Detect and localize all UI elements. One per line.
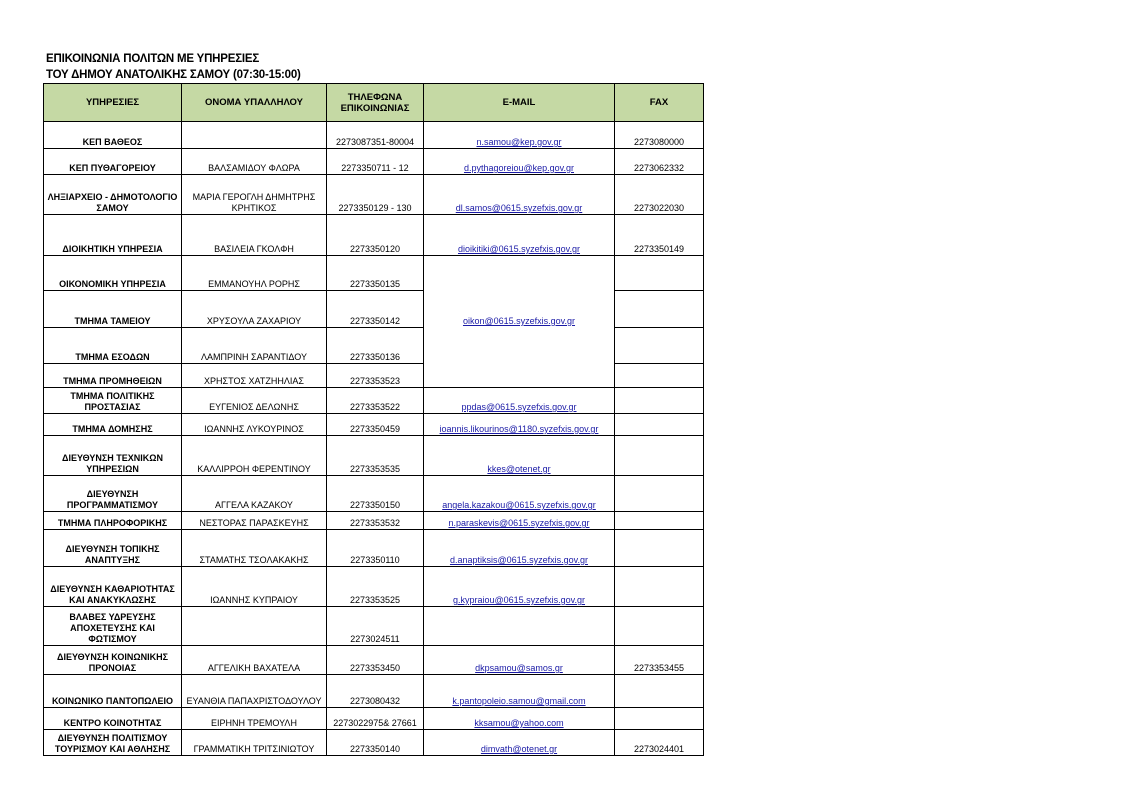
employee-cell: ΙΩΑΝΝΗΣ ΛΥΚΟΥΡΙΝΟΣ [182,414,327,436]
header-email: E-MAIL [424,84,615,122]
email-cell [424,512,615,530]
service-cell: ΔΙΕΥΘΥΝΣΗ ΠΡΟΓΡΑΜΜΑΤΙΣΜΟΥ [44,476,182,512]
fax-cell [615,476,704,512]
fax-cell [615,708,704,730]
phone-cell: 2273350142 [327,291,424,328]
header-phone [327,84,424,122]
employee-cell: ΛΑΜΠΡΙΝΗ ΣΑΡΑΝΤΙΔΟΥ [182,328,327,364]
phone-cell: 2273353535 [327,436,424,476]
contacts-table [43,83,704,756]
email-cell [424,675,615,708]
fax-cell [615,414,704,436]
phone-cell: 2273350140 [327,730,424,756]
table-row [44,175,704,215]
header-phone-line-2: ΕΠΙΚΟΙΝΩΝΙΑΣ [340,102,410,114]
employee-cell: ΕΥΓΕΝΙΟΣ ΔΕΛΩΝΗΣ [182,388,327,414]
fax-cell [615,607,704,646]
document-title-line-2: ΤΟΥ ΔΗΜΟΥ ΑΝΑΤΟΛΙΚΗΣ ΣΑΜΟΥ (07:30-15:00) [46,69,301,81]
fax-cell [615,388,704,414]
phone-cell: 2273350711 - 12 [327,149,424,175]
email-link[interactable]: n.samou@kep.gov.gr [476,137,562,147]
employee-cell [182,122,327,149]
table-row [44,730,704,756]
email-link[interactable]: ioannis.likourinos@1180.syzefxis.gov.gr [439,424,599,434]
fax-cell [615,436,704,476]
employee-cell: ΕΥΑΝΘΙΑ ΠΑΠΑΧΡΙΣΤΟΔΟΥΛΟΥ [182,675,327,708]
fax-cell: 2273062332 [615,149,704,175]
table-row [44,388,704,414]
email-link[interactable]: dimvath@otenet.gr [480,744,558,754]
email-link[interactable]: kkes@otenet.gr [487,464,551,474]
table-row [44,708,704,730]
email-cell [424,708,615,730]
service-cell: ΚΕΝΤΡΟ ΚΟΙΝΟΤΗΤΑΣ [44,708,182,730]
service-cell: ΔΙΕΥΘΥΝΣΗ ΠΟΛΙΤΙΣΜΟΥ ΤΟΥΡΙΣΜΟΥ ΚΑΙ ΑΘΛΗΣΗΣ [44,730,182,756]
email-link[interactable]: dl.samos@0615.syzefxis.gov.gr [455,203,583,213]
service-cell: ΔΙΕΥΘΥΝΣΗ ΚΟΙΝΩΝΙΚΗΣ ΠΡΟΝΟΙΑΣ [44,646,182,675]
phone-cell: 2273080432 [327,675,424,708]
service-cell: ΚΟΙΝΩΝΙΚΟ ΠΑΝΤΟΠΩΛΕΙΟ [44,675,182,708]
phone-cell: 2273353522 [327,388,424,414]
service-cell: ΤΜΗΜΑ ΠΛΗΡΟΦΟΡΙΚΗΣ [44,512,182,530]
table-row [44,567,704,607]
service-cell: ΔΙΕΥΘΥΝΣΗ ΤΟΠΙΚΗΣ ΑΝΑΠΤΥΞΗΣ [44,530,182,567]
fax-cell: 2273353455 [615,646,704,675]
service-cell: ΟΙΚΟΝΟΜΙΚΗ ΥΠΗΡΕΣΙΑ [44,256,182,291]
employee-cell [182,607,327,646]
email-link[interactable]: d.pythagoreiou@kep.gov.gr [463,163,575,173]
email-link[interactable]: dioikitiki@0615.syzefxis.gov.gr [457,244,581,254]
table-row [44,646,704,675]
employee-cell: ΣΤΑΜΑΤΗΣ ΤΣΟΛΑΚΑΚΗΣ [182,530,327,567]
phone-cell: 2273350120 [327,215,424,256]
phone-cell: 2273350135 [327,256,424,291]
email-link[interactable]: angela.kazakou@0615.syzefxis.gov.gr [442,500,596,510]
service-cell: ΔΙΕΥΘΥΝΣΗ ΤΕΧΝΙΚΩΝ ΥΠΗΡΕΣΙΩΝ [44,436,182,476]
employee-cell: ΑΓΓΕΛΑ ΚΑΖΑΚΟΥ [182,476,327,512]
table-row [44,414,704,436]
header-employee: ΟΝΟΜΑ ΥΠΑΛΛΗΛΟΥ [182,84,327,122]
email-link[interactable]: k.pantopoleio.samou@gmail.com [452,696,586,706]
fax-cell: 2273024401 [615,730,704,756]
email-cell [424,476,615,512]
email-cell [424,122,615,149]
email-cell [424,175,615,215]
email-link[interactable]: g.kypraiou@0615.syzefxis.gov.gr [452,595,586,605]
table-header-row [44,84,704,122]
employee-cell: ΒΑΣΙΛΕΙΑ ΓΚΟΛΦΗ [182,215,327,256]
phone-cell: 2273350150 [327,476,424,512]
phone-cell: 2273350110 [327,530,424,567]
email-cell [424,646,615,675]
table-row [44,675,704,708]
phone-cell: 2273022975& 27661 [327,708,424,730]
employee-cell: ΙΩΑΝΝΗΣ ΚΥΠΡΑΙΟΥ [182,567,327,607]
phone-cell: 2273350136 [327,328,424,364]
table-row [44,149,704,175]
fax-cell: 2273350149 [615,215,704,256]
email-cell [424,436,615,476]
service-cell: ΛΗΞΙΑΡΧΕΙΟ - ΔΗΜΟΤΟΛΟΓΙΟ ΣΑΜΟΥ [44,175,182,215]
phone-cell: 2273350459 [327,414,424,436]
email-cell [424,414,615,436]
table-row [44,122,704,149]
document-title-line-1: ΕΠΙΚΟΙΝΩΝΙΑ ΠΟΛΙΤΩΝ ΜΕ ΥΠΗΡΕΣΙΕΣ [46,53,260,65]
phone-cell: 2273353525 [327,567,424,607]
email-cell [424,730,615,756]
email-cell [424,567,615,607]
header-service: ΥΠΗΡΕΣΙΕΣ [44,84,182,122]
fax-cell [615,328,704,364]
phone-cell: 2273353523 [327,364,424,388]
service-cell: ΔΙΕΥΘΥΝΣΗ ΚΑΘΑΡΙΟΤΗΤΑΣ ΚΑΙ ΑΝΑΚΥΚΛΩΣΗΣ [44,567,182,607]
table-row [44,476,704,512]
email-cell [424,530,615,567]
table-row [44,512,704,530]
email-link[interactable]: n.paraskevis@0615.syzefxis.gov.gr [448,518,590,528]
phone-cell: 2273353532 [327,512,424,530]
service-cell: ΤΜΗΜΑ ΠΟΛΙΤΙΚΗΣ ΠΡΟΣΤΑΣΙΑΣ [44,388,182,414]
fax-cell [615,256,704,291]
service-cell: ΤΜΗΜΑ ΔΟΜΗΣΗΣ [44,414,182,436]
email-link[interactable]: d.anaptiksis@0615.syzefxis.gov.gr [449,555,589,565]
employee-cell: ΜΑΡΙΑ ΓΕΡΟΓΛΗ ΔΗΜΗΤΡΗΣ ΚΡΗΤΙΚΟΣ [182,175,327,215]
service-cell: ΚΕΠ ΠΥΘΑΓΟΡΕΙΟΥ [44,149,182,175]
employee-cell: ΚΑΛΛΙΡΡΟΗ ΦΕΡΕΝΤΙΝΟΥ [182,436,327,476]
fax-cell [615,530,704,567]
fax-cell [615,364,704,388]
table-row [44,530,704,567]
fax-cell [615,291,704,328]
fax-cell: 2273022030 [615,175,704,215]
email-cell [424,149,615,175]
header-phone-line-1: ΤΗΛΕΦΩΝΑ [347,91,403,103]
email-cell [424,388,615,414]
table-row [44,436,704,476]
employee-cell: ΝΕΣΤΟΡΑΣ ΠΑΡΑΣΚΕΥΗΣ [182,512,327,530]
employee-cell: ΧΡΗΣΤΟΣ ΧΑΤΖΗΗΛΙΑΣ [182,364,327,388]
service-cell: ΒΛΑΒΕΣ ΥΔΡΕΥΣΗΣ ΑΠΟΧΕΤΕΥΣΗΣ ΚΑΙ ΦΩΤΙΣΜΟΥ [44,607,182,646]
email-link[interactable]: kksamou@yahoo.com [474,718,564,728]
email-link[interactable]: ppdas@0615.syzefxis.gov.gr [461,402,577,412]
header-fax: FAX [615,84,704,122]
fax-cell [615,567,704,607]
service-cell: ΚΕΠ ΒΑΘΕΟΣ [44,122,182,149]
service-cell: ΤΜΗΜΑ ΤΑΜΕΙΟΥ [44,291,182,328]
employee-cell: ΕΜΜΑΝΟΥΗΛ ΡΟΡΗΣ [182,256,327,291]
fax-cell: 2273080000 [615,122,704,149]
employee-cell: ΒΑΛΣΑΜΙΔΟΥ ΦΛΩΡΑ [182,149,327,175]
phone-cell: 2273350129 - 130 [327,175,424,215]
service-cell: ΤΜΗΜΑ ΠΡΟΜΗΘΕΙΩΝ [44,364,182,388]
table-row [44,215,704,256]
table-row [44,607,704,646]
employee-cell: ΓΡΑΜΜΑΤΙΚΗ ΤΡΙΤΣΙΝΙΩΤΟΥ [182,730,327,756]
email-link[interactable]: dkpsamou@samos.gr [475,663,563,673]
email-cell [424,607,615,646]
email-cell-merged [424,256,615,388]
fax-cell [615,675,704,708]
phone-cell: 2273024511 [327,607,424,646]
email-cell [424,215,615,256]
employee-cell: ΕΙΡΗΝΗ ΤΡΕΜΟΥΛΗ [182,708,327,730]
fax-cell [615,512,704,530]
employee-cell: ΧΡΥΣΟΥΛΑ ΖΑΧΑΡΙΟΥ [182,291,327,328]
service-cell: ΔΙΟΙΚΗΤΙΚΗ ΥΠΗΡΕΣΙΑ [44,215,182,256]
employee-cell: ΑΓΓΕΛΙΚΗ ΒΑΧΑΤΕΛΑ [182,646,327,675]
phone-cell: 2273353450 [327,646,424,675]
phone-cell: 2273087351-80004 [327,122,424,149]
service-cell: ΤΜΗΜΑ ΕΣΟΔΩΝ [44,328,182,364]
table-row [44,256,704,291]
email-link[interactable]: oikon@0615.syzefxis.gov.gr [462,316,576,326]
